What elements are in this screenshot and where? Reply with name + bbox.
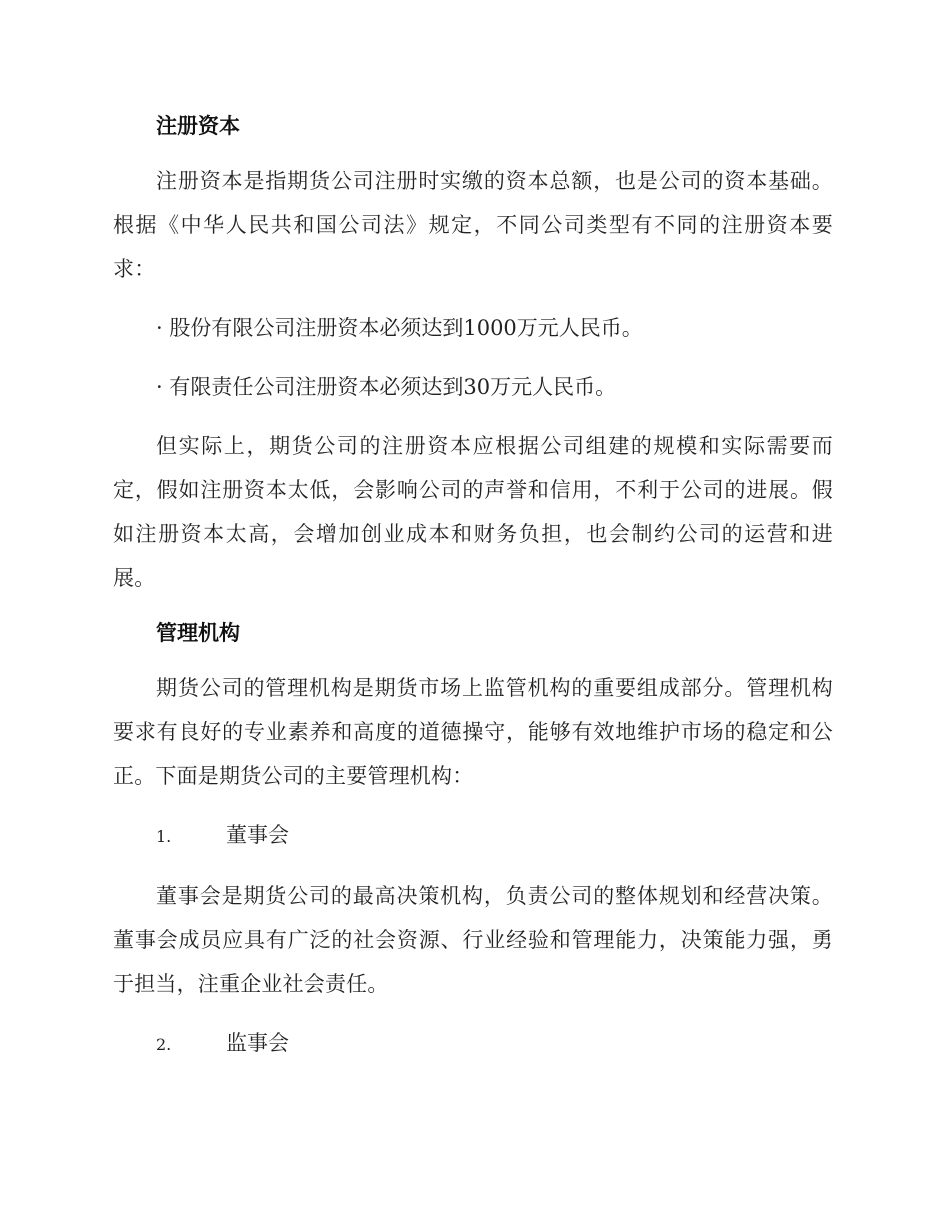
section-heading-registered-capital: 注册资本	[156, 114, 240, 138]
item-title: 董事会	[226, 823, 289, 847]
numbered-item-board	[113, 813, 833, 859]
numbered-item-supervisory-board	[113, 1021, 833, 1067]
paragraph-board-description: 董事会是期货公司的最高决策机构，负责公司的整体规划和经营决策。董事会成员应具有广泛的社会资源、行业经验和管理能力，决策能力强，勇于担当，注重企业社会责任。	[113, 884, 833, 996]
bullet-item-limited-liability: · 有限责任公司注册资本必须达到30万元人民币。	[156, 375, 617, 399]
paragraph-registered-capital-intro: 注册资本是指期货公司注册时实缴的资本总额，也是公司的资本基础。根据《中华人民共和国公司法》规定，不同公司类型有不同的注册资本要求：	[113, 169, 833, 281]
paragraph-management-intro: 期货公司的管理机构是期货市场上监管机构的重要组成部分。管理机构要求有良好的专业素养和高度的道德操守，能够有效地维护市场的稳定和公正。下面是期货公司的主要管理机构：	[113, 676, 833, 788]
section-heading-management: 管理机构	[156, 621, 240, 645]
bullet-item-joint-stock: · 股份有限公司注册资本必须达到1000万元人民币。	[156, 316, 643, 340]
paragraph-registered-capital-closing: 但实际上，期货公司的注册资本应根据公司组建的规模和实际需要而定，假如注册资本太低，会影响公司的声誉和信用，不利于公司的进展。假如注册资本太高，会增加创业成本和财务负担，也会制约公司的运营和进展。	[113, 434, 833, 590]
item-number: 2.	[156, 1035, 172, 1054]
item-title: 监事会	[226, 1031, 289, 1055]
item-number: 1.	[156, 827, 172, 846]
document-body	[113, 108, 833, 1067]
